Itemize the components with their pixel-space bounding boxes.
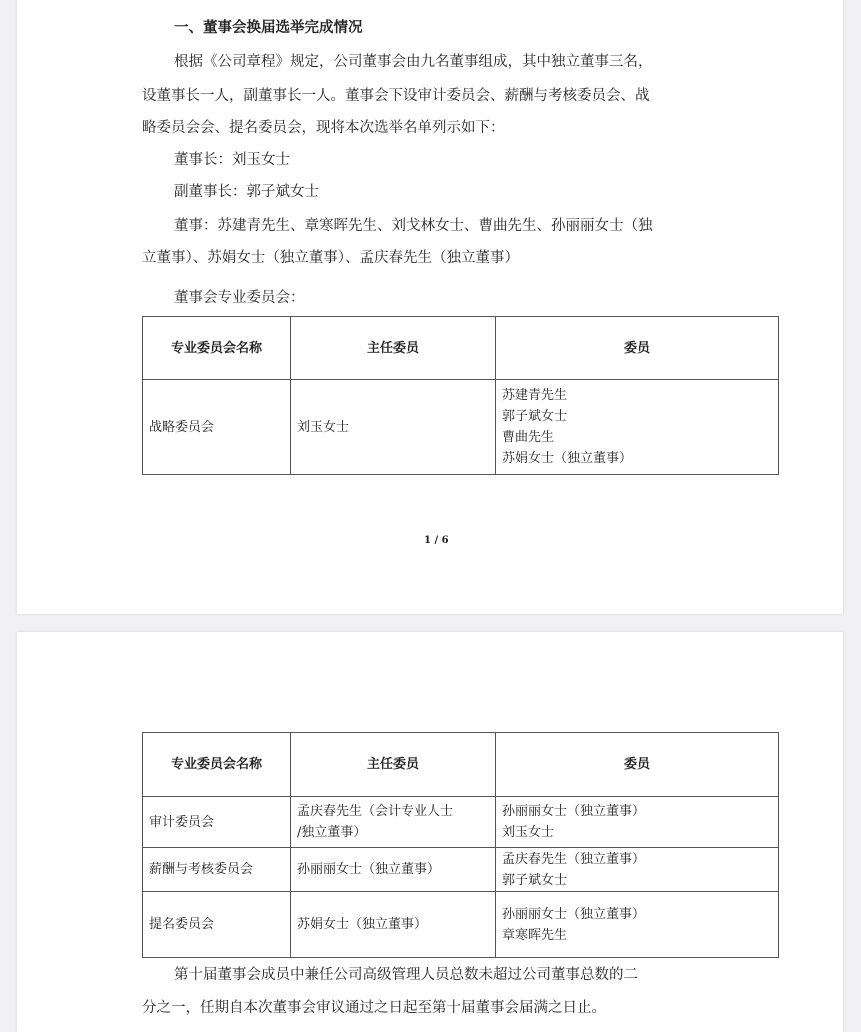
table-row [143, 892, 779, 958]
committee-table [142, 316, 779, 475]
committee-name: 提名委员会 [143, 892, 291, 958]
closing-line: 第十届董事会成员中兼任公司高级管理人员总数未超过公司董事总数的二 [174, 967, 638, 983]
vice-chairman-line: 副董事长：郭子斌女士 [174, 184, 319, 200]
table-row [143, 797, 779, 848]
committee-name: 薪酬与考核委员会 [143, 848, 291, 892]
header-members: 委员 [496, 317, 779, 380]
member: 郭子斌女士 [502, 409, 568, 424]
member: 孙丽丽女士（独立董事） [502, 906, 646, 922]
committee-name: 战略委员会 [143, 380, 291, 475]
committee-name: 审计委员会 [143, 797, 291, 848]
header-chair: 主任委员 [291, 733, 496, 797]
committee-chair: 苏娟女士（独立董事） [291, 892, 496, 958]
directors-line: 董事：苏建青先生、章寒晖先生、刘戈林女士、曹曲先生、孙丽丽女士（独 [174, 218, 653, 234]
member: 苏娟女士（独立董事） [502, 451, 633, 466]
chair-line: /独立董事） [297, 825, 367, 840]
table-header-row [143, 317, 779, 380]
page-number: 1 / 6 [424, 535, 449, 546]
member: 章寒晖先生 [502, 927, 568, 943]
closing-line: 分之一，任期自本次董事会审议通过之日起至第十届董事会届满之日止。 [142, 1000, 606, 1016]
section-heading: 一、董事会换届选举完成情况 [174, 19, 363, 36]
header-chair: 主任委员 [291, 317, 496, 380]
committee-chair: 刘玉女士 [291, 380, 496, 475]
header-committee-name: 专业委员会名称 [143, 317, 291, 380]
paragraph-line: 设董事长一人，副董事长一人。董事会下设审计委员会、薪酬与考核委员会、战 [142, 88, 650, 104]
member: 郭子斌女士 [502, 872, 568, 888]
document-page-1 [17, 0, 843, 614]
member: 曹曲先生 [502, 430, 555, 445]
committee-chair [291, 797, 496, 848]
table-header-row [143, 733, 779, 797]
committee-chair: 孙丽丽女士（独立董事） [291, 848, 496, 892]
member: 刘玉女士 [502, 825, 555, 840]
committee-table [142, 732, 779, 958]
chair-line: 孟庆春先生（会计专业人士 [297, 804, 454, 819]
member: 孙丽丽女士（独立董事） [502, 804, 646, 819]
chairman-line: 董事长：刘玉女士 [174, 152, 290, 168]
member: 苏建青先生 [502, 388, 568, 403]
paragraph-line: 根据《公司章程》规定，公司董事会由九名董事组成，其中独立董事三名， [174, 54, 653, 70]
directors-line: 立董事）、苏娟女士（独立董事）、孟庆春先生（独立董事） [142, 250, 519, 266]
committee-members [496, 848, 779, 892]
committee-intro: 董事会专业委员会： [174, 290, 305, 306]
header-members: 委员 [496, 733, 779, 797]
committee-members [496, 380, 779, 475]
table-row [143, 380, 779, 475]
paragraph-line: 略委员会会、提名委员会，现将本次选举名单列示如下： [142, 120, 505, 136]
member: 孟庆春先生（独立董事） [502, 851, 646, 867]
table-row [143, 848, 779, 892]
committee-members [496, 797, 779, 848]
header-committee-name: 专业委员会名称 [143, 733, 291, 797]
committee-members [496, 892, 779, 958]
document-page-2 [17, 632, 843, 1032]
